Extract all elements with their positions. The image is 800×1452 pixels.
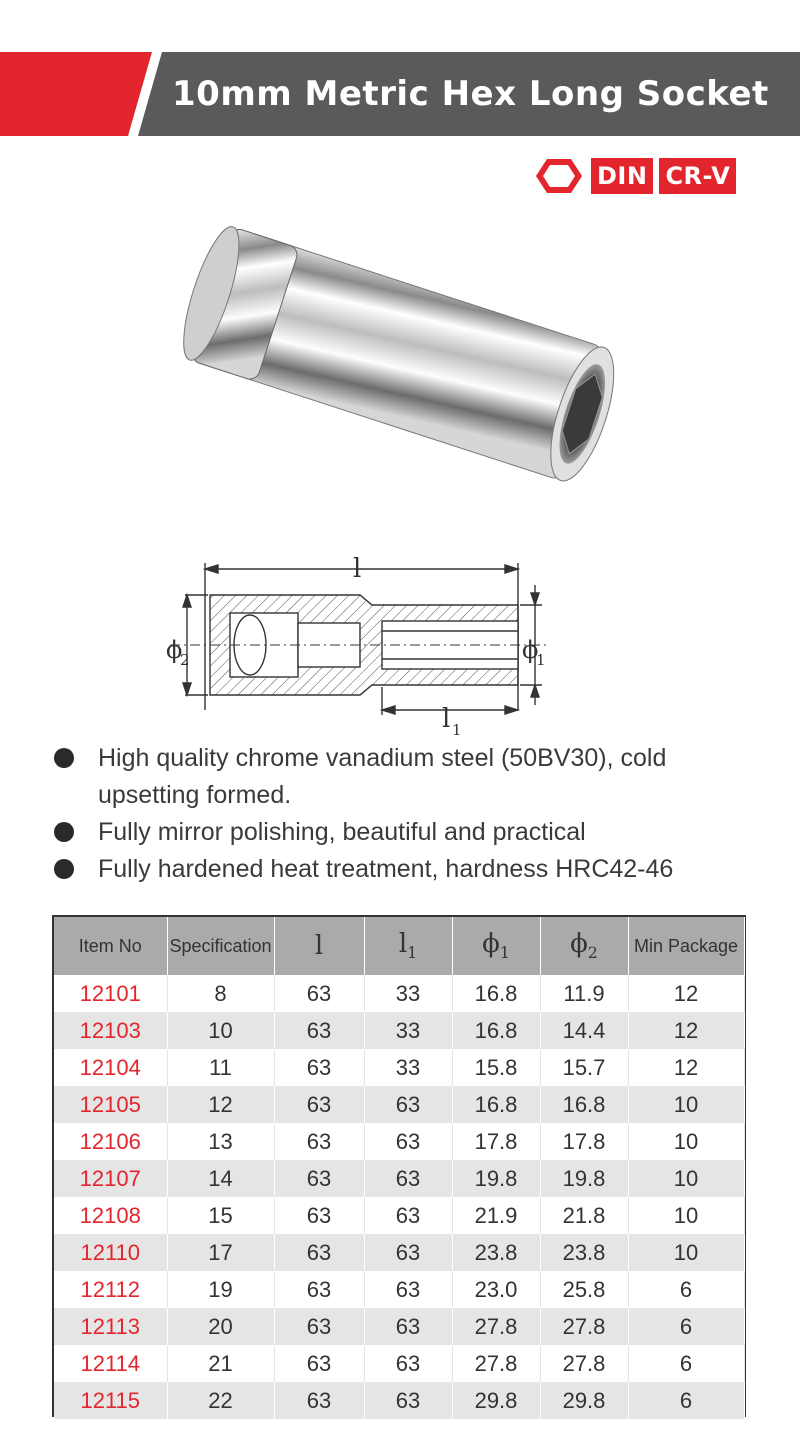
table-cell: 16.8 bbox=[452, 1012, 540, 1049]
socket-photo bbox=[160, 225, 640, 495]
item-number-cell: 12113 bbox=[54, 1308, 167, 1345]
table-cell: 63 bbox=[364, 1382, 452, 1419]
table-cell: 27.8 bbox=[540, 1345, 628, 1382]
table-cell: 63 bbox=[364, 1086, 452, 1123]
table-cell: 20 bbox=[167, 1308, 274, 1345]
dim-l1-label: l bbox=[442, 704, 451, 734]
table-cell: 23.8 bbox=[452, 1234, 540, 1271]
table-row bbox=[54, 1345, 744, 1382]
col-item-no: Item No bbox=[54, 917, 167, 975]
dim-l1-sub: 1 bbox=[452, 721, 462, 739]
item-number-cell: 12103 bbox=[54, 1012, 167, 1049]
table-cell: 15.8 bbox=[452, 1049, 540, 1086]
table-cell: 33 bbox=[364, 975, 452, 1012]
table-row bbox=[54, 1160, 744, 1197]
table-row bbox=[54, 1012, 744, 1049]
table-cell: 15.7 bbox=[540, 1049, 628, 1086]
table-cell: 14.4 bbox=[540, 1012, 628, 1049]
svg-text:ϕ: ϕ bbox=[522, 636, 539, 664]
table-cell: 19.8 bbox=[452, 1160, 540, 1197]
table-cell: 12 bbox=[628, 1012, 744, 1049]
table-cell: 6 bbox=[628, 1308, 744, 1345]
table-cell: 63 bbox=[364, 1271, 452, 1308]
table-cell: 12 bbox=[628, 1049, 744, 1086]
table-cell: 29.8 bbox=[540, 1382, 628, 1419]
table-cell: 63 bbox=[274, 1197, 364, 1234]
table-cell: 63 bbox=[364, 1345, 452, 1382]
table-row bbox=[54, 975, 744, 1012]
table-cell: 10 bbox=[628, 1234, 744, 1271]
col-l: l bbox=[274, 917, 364, 975]
item-number-cell: 12101 bbox=[54, 975, 167, 1012]
dim-phi1-sub: 1 bbox=[536, 651, 546, 669]
table-cell: 27.8 bbox=[452, 1308, 540, 1345]
table-cell: 63 bbox=[364, 1160, 452, 1197]
table-cell: 6 bbox=[628, 1345, 744, 1382]
item-number-cell: 12106 bbox=[54, 1123, 167, 1160]
feature-list bbox=[50, 740, 770, 888]
table-cell: 15 bbox=[167, 1197, 274, 1234]
table-cell: 10 bbox=[628, 1160, 744, 1197]
hexagon-icon bbox=[533, 156, 585, 196]
table-row bbox=[54, 1308, 744, 1345]
table-cell: 22 bbox=[167, 1382, 274, 1419]
table-cell: 63 bbox=[274, 975, 364, 1012]
crv-badge: CR-V bbox=[659, 158, 736, 194]
table-cell: 14 bbox=[167, 1160, 274, 1197]
table-cell: 63 bbox=[364, 1308, 452, 1345]
page-title: 10mm Metric Hex Long Socket bbox=[172, 74, 769, 114]
table-cell: 63 bbox=[274, 1086, 364, 1123]
table-cell: 10 bbox=[628, 1197, 744, 1234]
table-cell: 6 bbox=[628, 1382, 744, 1419]
col-phi2: $\phi_2$ bbox=[540, 917, 628, 975]
table-header-row bbox=[54, 917, 744, 975]
table-cell: 16.8 bbox=[452, 1086, 540, 1123]
table-cell: 63 bbox=[364, 1234, 452, 1271]
table-row bbox=[54, 1234, 744, 1271]
table-cell: 63 bbox=[364, 1197, 452, 1234]
table-cell: 12 bbox=[167, 1086, 274, 1123]
table-cell: 29.8 bbox=[452, 1382, 540, 1419]
table-row bbox=[54, 1271, 744, 1308]
item-number-cell: 12105 bbox=[54, 1086, 167, 1123]
table-cell: 10 bbox=[167, 1012, 274, 1049]
table-cell: 6 bbox=[628, 1271, 744, 1308]
table-cell: 17.8 bbox=[452, 1123, 540, 1160]
bullet-icon bbox=[54, 859, 74, 879]
col-phi1: $\phi_1$ bbox=[452, 917, 540, 975]
table-cell: 63 bbox=[274, 1271, 364, 1308]
table-cell: 25.8 bbox=[540, 1271, 628, 1308]
list-item: Fully hardened heat treatment, hardness HRC42-46 bbox=[50, 851, 770, 888]
technical-drawing bbox=[150, 545, 570, 745]
table-row bbox=[54, 1086, 744, 1123]
item-number-cell: 12115 bbox=[54, 1382, 167, 1419]
table-cell: 17 bbox=[167, 1234, 274, 1271]
table-cell: 63 bbox=[274, 1123, 364, 1160]
spec-table bbox=[52, 915, 746, 1417]
table-cell: 10 bbox=[628, 1123, 744, 1160]
table-cell: 33 bbox=[364, 1012, 452, 1049]
table-cell: 23.8 bbox=[540, 1234, 628, 1271]
table-row bbox=[54, 1382, 744, 1419]
svg-text:ϕ: ϕ bbox=[166, 636, 183, 664]
col-l1: $l_1$ bbox=[364, 917, 452, 975]
table-cell: 21 bbox=[167, 1345, 274, 1382]
dim-phi2-sub: 2 bbox=[180, 651, 190, 669]
table-row bbox=[54, 1197, 744, 1234]
list-item: Fully mirror polishing, beautiful and practical bbox=[50, 814, 770, 851]
table-cell: 21.8 bbox=[540, 1197, 628, 1234]
table-row bbox=[54, 1123, 744, 1160]
table-cell: 13 bbox=[167, 1123, 274, 1160]
item-number-cell: 12112 bbox=[54, 1271, 167, 1308]
table-cell: 11 bbox=[167, 1049, 274, 1086]
bullet-icon bbox=[54, 748, 74, 768]
table-cell: 63 bbox=[274, 1012, 364, 1049]
table-cell: 63 bbox=[274, 1345, 364, 1382]
table-row bbox=[54, 1049, 744, 1086]
item-number-cell: 12104 bbox=[54, 1049, 167, 1086]
table-cell: 63 bbox=[364, 1123, 452, 1160]
table-cell: 19 bbox=[167, 1271, 274, 1308]
col-specification: Specification bbox=[167, 917, 274, 975]
table-cell: 27.8 bbox=[452, 1345, 540, 1382]
item-number-cell: 12110 bbox=[54, 1234, 167, 1271]
table-cell: 12 bbox=[628, 975, 744, 1012]
item-number-cell: 12108 bbox=[54, 1197, 167, 1234]
table-cell: 21.9 bbox=[452, 1197, 540, 1234]
table-cell: 63 bbox=[274, 1234, 364, 1271]
table-cell: 17.8 bbox=[540, 1123, 628, 1160]
item-number-cell: 12114 bbox=[54, 1345, 167, 1382]
table-cell: 23.0 bbox=[452, 1271, 540, 1308]
table-cell: 16.8 bbox=[452, 975, 540, 1012]
table-cell: 16.8 bbox=[540, 1086, 628, 1123]
table-cell: 27.8 bbox=[540, 1308, 628, 1345]
table-cell: 63 bbox=[274, 1382, 364, 1419]
table-cell: 10 bbox=[628, 1086, 744, 1123]
list-item: High quality chrome vanadium steel (50BV30), cold upsetting formed. bbox=[50, 740, 770, 814]
table-cell: 33 bbox=[364, 1049, 452, 1086]
bullet-icon bbox=[54, 822, 74, 842]
dim-l-label: l bbox=[353, 554, 362, 584]
table-cell: 19.8 bbox=[540, 1160, 628, 1197]
table-cell: 63 bbox=[274, 1308, 364, 1345]
table-cell: 63 bbox=[274, 1160, 364, 1197]
col-min-package: Min Package bbox=[628, 917, 744, 975]
item-number-cell: 12107 bbox=[54, 1160, 167, 1197]
table-cell: 8 bbox=[167, 975, 274, 1012]
din-badge: DIN bbox=[591, 158, 653, 194]
table-cell: 11.9 bbox=[540, 975, 628, 1012]
table-cell: 63 bbox=[274, 1049, 364, 1086]
spec-badges bbox=[533, 156, 736, 196]
title-banner bbox=[0, 52, 800, 136]
